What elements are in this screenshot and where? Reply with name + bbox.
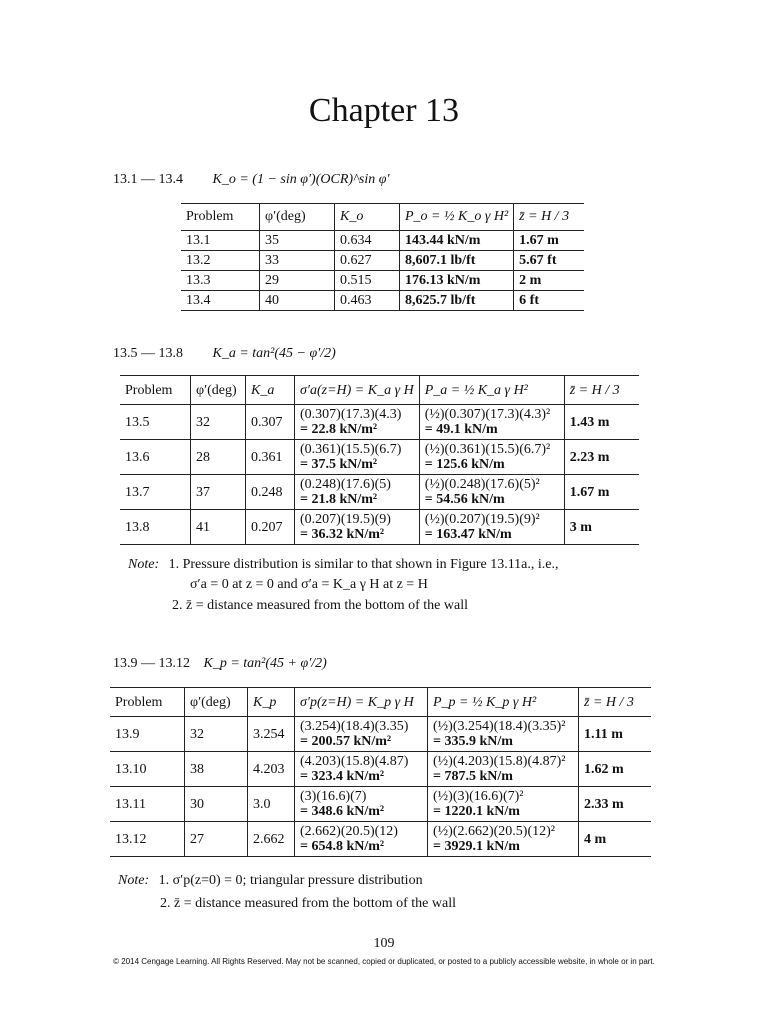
cell [295,405,420,440]
col-header: K_p [248,688,295,717]
cell [419,510,564,545]
cell: 3.254 [248,717,295,752]
section-3-range: 13.9 — 13.12 [113,656,190,671]
cell [428,822,579,857]
table-header-row [120,376,639,405]
value: = 323.4 kN/m² [300,769,385,784]
expr: (4.203)(15.8)(4.87) [300,754,409,769]
table-row [120,440,639,475]
col-header: z̄ = H / 3 [579,688,652,717]
cell: 0.463 [335,291,400,311]
expr: (½)(2.662)(20.5)(12)² [433,824,555,839]
cell: 4 m [579,822,652,857]
cell: 32 [191,405,246,440]
expr: (0.207)(19.5)(9) [300,512,391,527]
table-row [120,475,639,510]
cell: 30 [185,787,248,822]
section-3-note-2: 2. z̄ = distance measured from the bottom of the wall [160,896,456,911]
value: = 54.56 kN/m [424,492,505,507]
cell: 0.515 [335,271,400,291]
expr: (½)(0.361)(15.5)(6.7)² [424,442,551,457]
note-label: Note: [118,873,150,888]
cell [428,752,579,787]
section-2-range: 13.5 — 13.8 [113,346,183,361]
expr: (3)(16.6)(7) [300,789,367,804]
value: = 787.5 kN/m [433,769,513,784]
section-3-note-1 [118,873,423,889]
table-row [110,787,651,822]
cell: 1.11 m [579,717,652,752]
table-row [120,510,639,545]
page-number: 109 [373,936,395,951]
value: = 125.6 kN/m [424,457,505,472]
col-header: φ′(deg) [185,688,248,717]
cell: 0.248 [246,475,295,510]
note-text: 1. σ′p(z=0) = 0; triangular pressure distribution [158,873,423,888]
cell: 4.203 [248,752,295,787]
cell: 37 [191,475,246,510]
cell: 2 m [514,271,585,291]
cell: 40 [260,291,335,311]
cell: 0.307 [246,405,295,440]
cell: 6 ft [514,291,585,311]
section-2-note-2: 2. z̄ = distance measured from the bottom of the wall [172,598,468,613]
table-row [110,717,651,752]
section-1-range: 13.1 — 13.4 [113,172,183,187]
cell: 13.8 [120,510,191,545]
cell: 29 [260,271,335,291]
cell: 1.67 m [564,475,639,510]
table-row [181,271,584,291]
cell [419,405,564,440]
section-3-formula: K_p = tan²(45 + φ′/2) [203,656,327,671]
value: = 200.57 kN/m² [300,734,392,749]
cell: 3 m [564,510,639,545]
table-kp [110,687,651,857]
cell: 13.1 [181,231,260,251]
col-header: σ′a(z=H) = K_a γ H [295,376,420,405]
table-ko [181,203,584,311]
note-text: 1. Pressure distribution is similar to that shown in Figure 13.11a., i.e., [168,557,559,572]
section-2-heading [113,346,336,362]
copyright-notice: © 2014 Cengage Learning. All Rights Reserved. May not be scanned, copied or duplicated, or posted to a publicly accessible website, in whole or in part. [113,957,655,966]
expr: (0.361)(15.5)(6.7) [300,442,402,457]
value: = 3929.1 kN/m [433,839,520,854]
table-row [110,822,651,857]
value: = 163.47 kN/m [424,527,512,542]
table-row [181,231,584,251]
cell [419,440,564,475]
col-header: φ′(deg) [260,204,335,231]
value: = 49.1 kN/m [424,422,498,437]
col-header: Problem [120,376,191,405]
cell [295,752,428,787]
expr: (2.662)(20.5)(12) [300,824,398,839]
value: = 335.9 kN/m [433,734,513,749]
section-2-formula: K_a = tan²(45 − φ′/2) [212,346,336,361]
cell: 35 [260,231,335,251]
expr: (½)(0.207)(19.5)(9)² [424,512,540,527]
col-header: Problem [181,204,260,231]
table-header-row [181,204,584,231]
section-2-note-1 [128,557,559,573]
cell [428,717,579,752]
section-1-formula: K_o = (1 − sin φ′)(OCR)^sin φ′ [212,172,390,187]
cell: 1.43 m [564,405,639,440]
value: = 348.6 kN/m² [300,804,385,819]
cell: 13.2 [181,251,260,271]
cell: 1.62 m [579,752,652,787]
cell [295,822,428,857]
cell: 3.0 [248,787,295,822]
cell: 27 [185,822,248,857]
cell: 176.13 kN/m [400,271,514,291]
cell: 0.634 [335,231,400,251]
value: = 21.8 kN/m² [300,492,378,507]
section-3-heading [113,656,327,672]
table-row [110,752,651,787]
expr: (½)(0.248)(17.6)(5)² [424,477,540,492]
value: = 1220.1 kN/m [433,804,520,819]
cell [295,440,420,475]
col-header: Problem [110,688,185,717]
cell: 28 [191,440,246,475]
cell: 13.11 [110,787,185,822]
cell [295,475,420,510]
cell: 13.9 [110,717,185,752]
table-row [181,251,584,271]
cell [419,475,564,510]
expr: (0.307)(17.3)(4.3) [300,407,402,422]
cell: 41 [191,510,246,545]
col-header: P_o = ½ K_o γ H² [400,204,514,231]
col-header: φ′(deg) [191,376,246,405]
cell: 8,607.1 lb/ft [400,251,514,271]
cell: 1.67 m [514,231,585,251]
cell: 32 [185,717,248,752]
expr: (0.248)(17.6)(5) [300,477,391,492]
section-1-heading [113,172,390,188]
value: = 36.32 kN/m² [300,527,385,542]
cell: 5.67 ft [514,251,585,271]
value: = 654.8 kN/m² [300,839,385,854]
col-header: z̄ = H / 3 [514,204,585,231]
cell: 13.3 [181,271,260,291]
expr: (½)(3.254)(18.4)(3.35)² [433,719,566,734]
cell: 143.44 kN/m [400,231,514,251]
cell: 13.7 [120,475,191,510]
cell [428,787,579,822]
cell: 0.627 [335,251,400,271]
value: = 37.5 kN/m² [300,457,378,472]
col-header: K_a [246,376,295,405]
col-header: z̄ = H / 3 [564,376,639,405]
cell: 38 [185,752,248,787]
expr: (½)(4.203)(15.8)(4.87)² [433,754,566,769]
cell: 13.10 [110,752,185,787]
col-header: K_o [335,204,400,231]
cell: 13.12 [110,822,185,857]
cell: 0.361 [246,440,295,475]
expr: (3.254)(18.4)(3.35) [300,719,409,734]
table-ka [120,375,639,545]
chapter-title: Chapter 13 [308,92,460,129]
cell: 0.207 [246,510,295,545]
cell [295,787,428,822]
col-header: P_a = ½ K_a γ H² [419,376,564,405]
table-header-row [110,688,651,717]
cell [295,510,420,545]
cell: 13.5 [120,405,191,440]
cell: 13.4 [181,291,260,311]
note-label: Note: [128,557,160,572]
cell: 2.662 [248,822,295,857]
cell: 2.23 m [564,440,639,475]
cell: 8,625.7 lb/ft [400,291,514,311]
col-header: P_p = ½ K_p γ H² [428,688,579,717]
cell: 2.33 m [579,787,652,822]
cell: 13.6 [120,440,191,475]
section-2-note-1b: σ′a = 0 at z = 0 and σ′a = K_a γ H at z = H [190,577,428,592]
value: = 22.8 kN/m² [300,422,378,437]
expr: (½)(3)(16.6)(7)² [433,789,524,804]
cell [295,717,428,752]
table-row [181,291,584,311]
table-row [120,405,639,440]
expr: (½)(0.307)(17.3)(4.3)² [424,407,551,422]
col-header: σ′p(z=H) = K_p γ H [295,688,428,717]
cell: 33 [260,251,335,271]
